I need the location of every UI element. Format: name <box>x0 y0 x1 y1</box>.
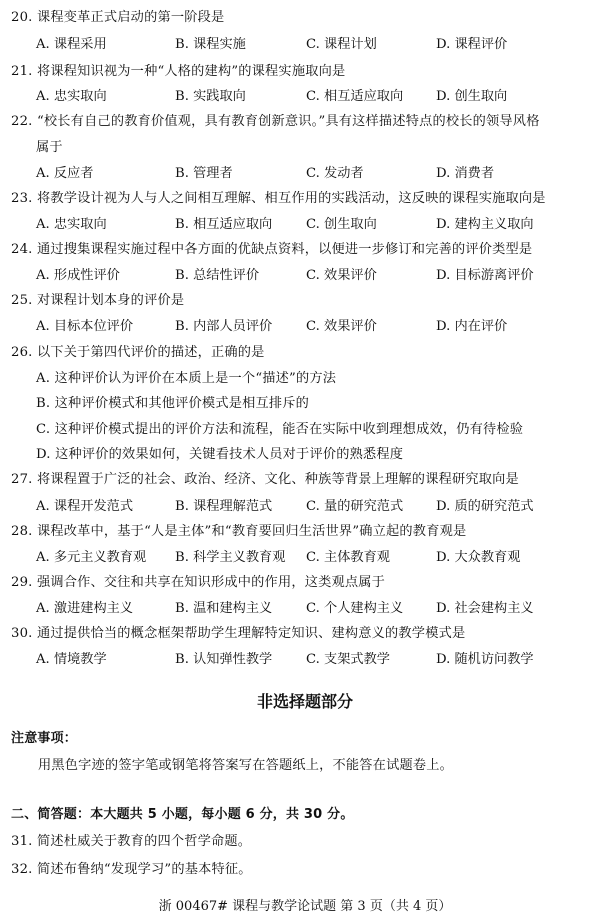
option-d: D. 目标游离评价 <box>436 268 534 283</box>
question-28-stem: 28. 课程改革中，基于“人是主体”和“教育要回归生活世界”确立起的教育观是 <box>11 524 467 539</box>
option-c: C. 支架式教学 <box>306 652 390 667</box>
option-a-line: A. 这种评价认为评价在本质上是一个“描述”的方法 <box>36 371 337 386</box>
option-c: C. 主体教育观 <box>306 550 390 565</box>
option-d-line: D. 这种评价的效果如何，关键看技术人员对于评价的熟悉程度 <box>36 447 404 462</box>
option-b: B. 管理者 <box>175 166 233 181</box>
question-24-stem: 24. 通过搜集课程实施过程中各方面的优缺点资料，以便进一步修订和完善的评价类型是 <box>11 242 533 257</box>
question-23-options <box>36 216 596 234</box>
option-b: B. 认知弹性教学 <box>175 652 273 667</box>
question-31: 31. 简述杜威关于教育的四个哲学命题。 <box>11 834 252 849</box>
option-a: A. 多元主义教育观 <box>36 550 147 565</box>
option-d: D. 质的研究范式 <box>436 499 534 514</box>
option-c: C. 量的研究范式 <box>306 499 404 514</box>
question-20-stem: 20. 课程变革正式启动的第一阶段是 <box>11 10 225 25</box>
option-a: A. 忠实取向 <box>36 89 107 104</box>
option-d: D. 内在评价 <box>436 319 508 334</box>
option-c: C. 个人建构主义 <box>306 601 404 616</box>
question-26-stem: 26. 以下关于第四代评价的描述，正确的是 <box>11 345 265 360</box>
question-30-options <box>36 651 596 669</box>
option-d: D. 社会建构主义 <box>436 601 534 616</box>
option-b-line: B. 这种评价模式和其他评价模式是相互排斥的 <box>36 396 310 411</box>
question-22-options <box>36 165 596 183</box>
option-d: D. 创生取向 <box>436 89 508 104</box>
part2-heading: 二、简答题：本大题共 5 小题，每小题 6 分，共 30 分。 <box>11 807 354 822</box>
option-c: C. 创生取向 <box>306 217 377 232</box>
option-c: C. 效果评价 <box>306 319 377 334</box>
option-d: D. 课程评价 <box>436 37 508 52</box>
option-b: B. 相互适应取向 <box>175 217 273 232</box>
option-a: A. 课程开发范式 <box>36 499 134 514</box>
section-title: 非选择题部分 <box>256 692 353 711</box>
option-d: D. 消费者 <box>436 166 495 181</box>
option-b: B. 实践取向 <box>175 89 246 104</box>
question-25-options <box>36 318 596 336</box>
question-24-options <box>36 267 596 285</box>
option-a: A. 激进建构主义 <box>36 601 134 616</box>
option-c: C. 发动者 <box>306 166 364 181</box>
option-a: A. 反应者 <box>36 166 94 181</box>
option-c: C. 效果评价 <box>306 268 377 283</box>
option-a: A. 课程采用 <box>36 37 107 52</box>
option-b: B. 课程理解范式 <box>175 499 273 514</box>
question-21-stem: 21. 将课程知识视为一种“人格的建构”的课程实施取向是 <box>11 64 346 79</box>
question-32: 32. 简述布鲁纳“发现学习”的基本特征。 <box>11 862 252 877</box>
option-d: D. 大众教育观 <box>436 550 521 565</box>
option-b: B. 科学主义教育观 <box>175 550 286 565</box>
option-c-line: C. 这种评价模式提出的评价方法和流程，能否在实际中收到理想成效，仍有待检验 <box>36 422 524 437</box>
option-a: A. 形成性评价 <box>36 268 120 283</box>
option-b: B. 内部人员评价 <box>175 319 273 334</box>
question-22-stem-continued: 属于 <box>36 140 63 155</box>
notice-heading: 注意事项： <box>11 731 78 746</box>
question-27-options <box>36 498 596 516</box>
option-a: A. 目标本位评价 <box>36 319 134 334</box>
page-footer: 浙 00467# 课程与教学论试题 第 3 页（共 4 页） <box>158 899 452 914</box>
question-25-stem: 25. 对课程计划本身的评价是 <box>11 293 185 308</box>
option-b: B. 总结性评价 <box>175 268 260 283</box>
option-c: C. 相互适应取向 <box>306 89 404 104</box>
question-27-stem: 27. 将课程置于广泛的社会、政治、经济、文化、种族等背景上理解的课程研究取向是 <box>11 472 519 487</box>
question-29-stem: 29. 强调合作、交往和共享在知识形成中的作用，这类观点属于 <box>11 575 386 590</box>
option-a: A. 忠实取向 <box>36 217 107 232</box>
question-20-options <box>36 36 596 54</box>
question-30-stem: 30. 通过提供恰当的概念框架帮助学生理解特定知识、建构意义的教学模式是 <box>11 626 466 641</box>
question-28-options <box>36 549 596 567</box>
option-c: C. 课程计划 <box>306 37 377 52</box>
option-a: A. 情境教学 <box>36 652 107 667</box>
option-b: B. 温和建构主义 <box>175 601 273 616</box>
question-23-stem: 23. 将教学设计视为人与人之间相互理解、相互作用的实践活动，这反映的课程实施取向是 <box>11 191 546 206</box>
notice-text: 用黑色字迹的签字笔或钢笔将答案写在答题纸上，不能答在试题卷上。 <box>38 758 454 773</box>
question-22-stem: 22. “校长有自己的教育价值观，具有教育创新意识。”具有这样描述特点的校长的领导风格 <box>11 114 540 129</box>
question-21-options <box>36 88 596 106</box>
option-d: D. 建构主义取向 <box>436 217 534 232</box>
option-b: B. 课程实施 <box>175 37 246 52</box>
option-d: D. 随机访问教学 <box>436 652 534 667</box>
question-29-options <box>36 600 596 618</box>
